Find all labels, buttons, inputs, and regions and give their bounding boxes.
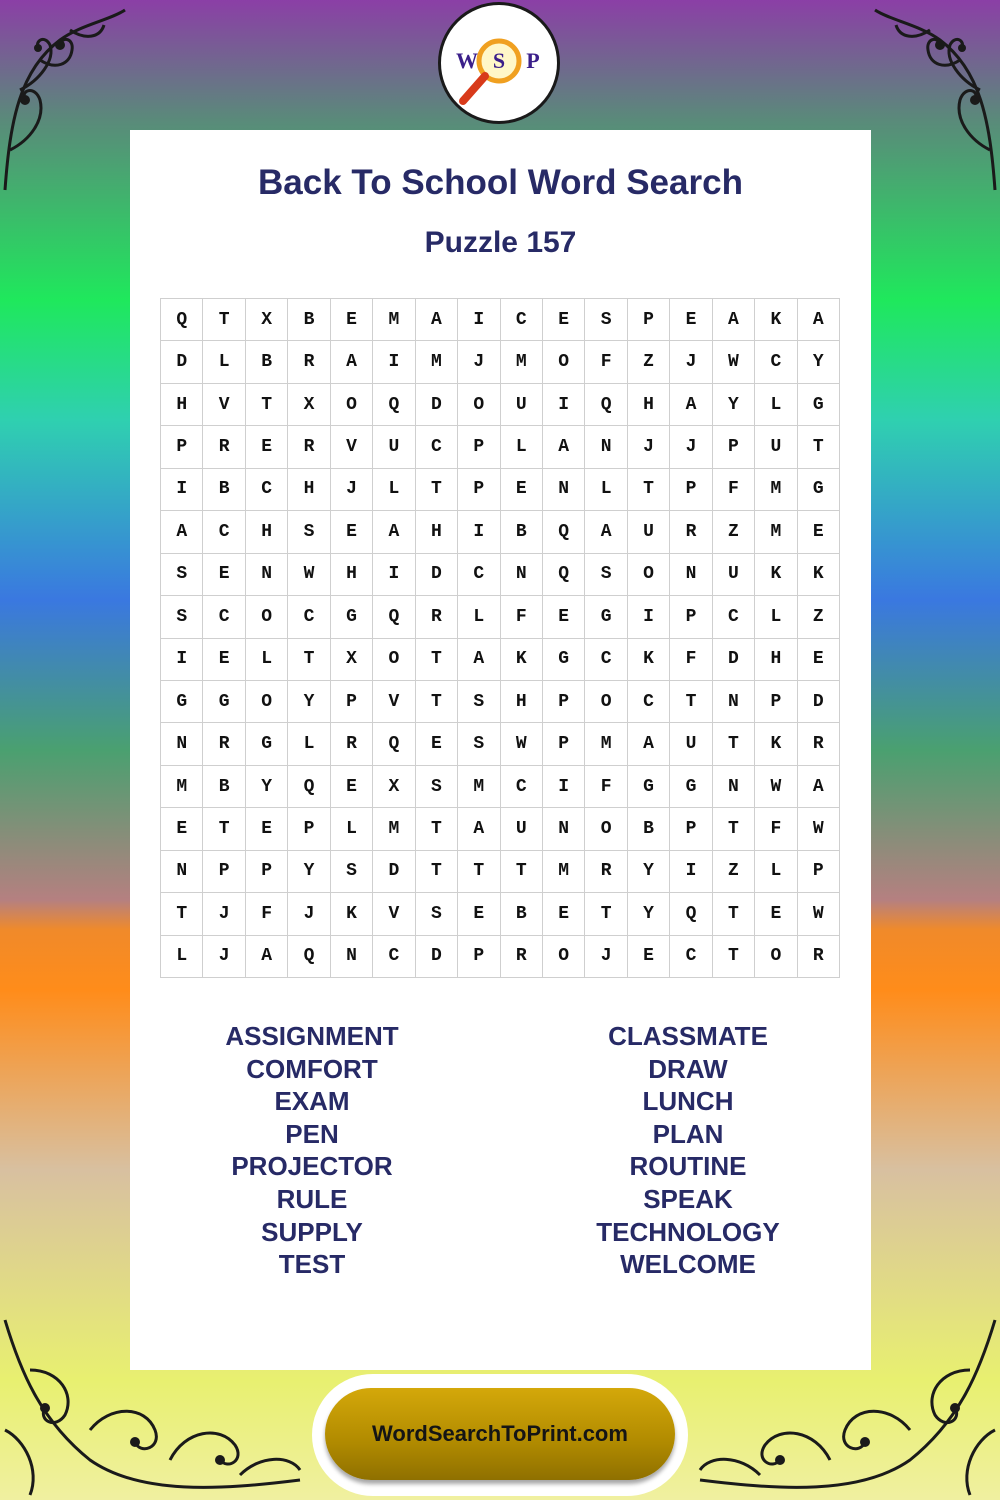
grid-cell[interactable]: Q (288, 936, 330, 978)
grid-cell[interactable]: I (373, 341, 415, 383)
grid-cell[interactable]: L (203, 341, 245, 383)
grid-cell[interactable]: S (585, 554, 627, 596)
grid-cell[interactable]: H (161, 384, 203, 426)
grid-cell[interactable]: R (416, 596, 458, 638)
grid-cell[interactable]: K (798, 554, 840, 596)
grid-cell[interactable]: B (501, 511, 543, 553)
grid-cell[interactable]: C (416, 426, 458, 468)
grid-cell[interactable]: E (458, 893, 500, 935)
grid-cell[interactable]: I (628, 596, 670, 638)
word-list-item: LUNCH (642, 1086, 734, 1117)
grid-cell[interactable]: S (458, 723, 500, 765)
grid-cell[interactable]: M (161, 766, 203, 808)
grid-cell[interactable]: P (670, 808, 712, 850)
grid-cell[interactable]: F (755, 808, 797, 850)
grid-cell[interactable]: P (458, 469, 500, 511)
grid-cell[interactable]: E (501, 469, 543, 511)
grid-cell[interactable]: A (670, 384, 712, 426)
grid-cell[interactable]: N (161, 851, 203, 893)
grid-cell[interactable]: C (458, 554, 500, 596)
grid-cell[interactable]: P (670, 596, 712, 638)
word-list-item: EXAM (274, 1086, 350, 1117)
grid-cell[interactable]: R (331, 723, 373, 765)
grid-cell[interactable]: Z (713, 851, 755, 893)
grid-cell[interactable]: R (203, 426, 245, 468)
grid-cell[interactable]: O (543, 341, 585, 383)
grid-cell[interactable]: P (543, 723, 585, 765)
grid-cell[interactable]: B (203, 766, 245, 808)
grid-cell[interactable]: F (670, 639, 712, 681)
grid-cell[interactable]: C (585, 639, 627, 681)
letter-grid (160, 298, 840, 978)
grid-cell[interactable]: F (713, 469, 755, 511)
grid-cell[interactable]: E (331, 299, 373, 341)
grid-cell[interactable]: G (543, 639, 585, 681)
grid-cell[interactable]: C (246, 469, 288, 511)
grid-cell[interactable]: N (246, 554, 288, 596)
grid-cell[interactable]: K (755, 554, 797, 596)
grid-cell[interactable]: L (458, 596, 500, 638)
grid-cell[interactable]: H (246, 511, 288, 553)
grid-cell[interactable]: E (416, 723, 458, 765)
grid-cell[interactable]: R (203, 723, 245, 765)
grid-cell[interactable]: N (585, 426, 627, 468)
grid-cell[interactable]: W (755, 766, 797, 808)
word-list-left (162, 1020, 462, 1281)
grid-cell[interactable]: M (373, 299, 415, 341)
grid-cell[interactable]: P (331, 681, 373, 723)
grid-cell[interactable]: T (288, 639, 330, 681)
grid-cell[interactable]: R (501, 936, 543, 978)
word-list-item: DRAW (648, 1053, 728, 1084)
grid-cell[interactable]: K (755, 723, 797, 765)
grid-cell[interactable]: B (628, 808, 670, 850)
grid-cell[interactable]: P (458, 936, 500, 978)
grid-cell[interactable]: A (543, 426, 585, 468)
website-button[interactable] (325, 1388, 675, 1480)
grid-cell[interactable]: N (543, 469, 585, 511)
grid-cell[interactable]: G (246, 723, 288, 765)
word-list-item: WELCOME (620, 1249, 756, 1280)
grid-cell[interactable]: L (755, 851, 797, 893)
word-list-item: COMFORT (246, 1053, 378, 1084)
grid-cell[interactable]: T (713, 936, 755, 978)
ornament-top-left-icon (0, 0, 130, 200)
grid-cell[interactable]: Z (713, 511, 755, 553)
grid-cell[interactable]: C (670, 936, 712, 978)
grid-cell[interactable]: W (798, 893, 840, 935)
grid-cell[interactable]: V (203, 384, 245, 426)
grid-cell[interactable]: X (373, 766, 415, 808)
grid-cell[interactable]: L (373, 469, 415, 511)
grid-cell[interactable]: M (585, 723, 627, 765)
grid-cell[interactable]: A (585, 511, 627, 553)
grid-cell[interactable]: G (203, 681, 245, 723)
word-list-right (538, 1020, 838, 1281)
grid-cell[interactable]: O (628, 554, 670, 596)
grid-cell[interactable]: J (585, 936, 627, 978)
grid-cell[interactable]: S (331, 851, 373, 893)
grid-cell[interactable]: D (416, 384, 458, 426)
grid-cell[interactable]: O (246, 681, 288, 723)
grid-cell[interactable]: C (501, 299, 543, 341)
grid-cell[interactable]: S (288, 511, 330, 553)
grid-cell[interactable]: F (585, 341, 627, 383)
grid-cell[interactable]: W (798, 808, 840, 850)
grid-cell[interactable]: V (373, 893, 415, 935)
grid-cell[interactable]: G (585, 596, 627, 638)
grid-cell[interactable]: L (755, 596, 797, 638)
grid-cell[interactable]: E (798, 639, 840, 681)
grid-cell[interactable]: Q (373, 384, 415, 426)
grid-cell[interactable]: U (670, 723, 712, 765)
grid-cell[interactable]: N (543, 808, 585, 850)
grid-cell[interactable]: S (416, 766, 458, 808)
grid-cell[interactable]: J (288, 893, 330, 935)
grid-cell[interactable]: H (755, 639, 797, 681)
grid-cell[interactable]: M (501, 341, 543, 383)
wsp-logo (438, 2, 560, 124)
word-list-item: CLASSMATE (608, 1021, 768, 1051)
word-list-item: ASSIGNMENT (225, 1021, 399, 1051)
grid-cell[interactable]: N (501, 554, 543, 596)
grid-cell[interactable]: I (543, 384, 585, 426)
grid-cell[interactable]: T (416, 851, 458, 893)
grid-cell[interactable]: T (713, 723, 755, 765)
grid-cell[interactable]: Q (670, 893, 712, 935)
grid-cell[interactable]: Q (373, 723, 415, 765)
grid-cell[interactable]: E (203, 639, 245, 681)
grid-cell[interactable]: P (458, 426, 500, 468)
grid-cell[interactable]: R (670, 511, 712, 553)
grid-cell[interactable]: T (203, 299, 245, 341)
grid-cell[interactable]: M (755, 469, 797, 511)
grid-cell[interactable]: A (458, 808, 500, 850)
grid-cell[interactable]: E (543, 299, 585, 341)
grid-cell[interactable]: R (798, 723, 840, 765)
grid-cell[interactable]: A (798, 299, 840, 341)
grid-cell[interactable]: U (713, 554, 755, 596)
grid-cell[interactable]: C (203, 511, 245, 553)
grid-cell[interactable]: K (331, 893, 373, 935)
grid-cell[interactable]: P (713, 426, 755, 468)
grid-cell[interactable]: E (331, 766, 373, 808)
grid-cell[interactable]: U (501, 808, 543, 850)
grid-cell[interactable]: D (713, 639, 755, 681)
grid-cell[interactable]: C (288, 596, 330, 638)
grid-cell[interactable]: F (246, 893, 288, 935)
logo-letter-p: P (526, 48, 540, 73)
grid-cell[interactable]: L (288, 723, 330, 765)
grid-cell[interactable]: J (458, 341, 500, 383)
grid-cell[interactable]: M (458, 766, 500, 808)
grid-cell[interactable]: L (501, 426, 543, 468)
grid-cell[interactable]: P (288, 808, 330, 850)
grid-cell[interactable]: D (416, 936, 458, 978)
grid-cell[interactable]: A (458, 639, 500, 681)
grid-cell[interactable]: M (373, 808, 415, 850)
grid-cell[interactable]: J (203, 936, 245, 978)
grid-cell[interactable]: Q (161, 299, 203, 341)
grid-cell[interactable]: M (755, 511, 797, 553)
grid-cell[interactable]: L (161, 936, 203, 978)
grid-cell[interactable]: Q (543, 511, 585, 553)
grid-cell[interactable]: B (203, 469, 245, 511)
grid-cell[interactable]: T (628, 469, 670, 511)
grid-cell[interactable]: U (501, 384, 543, 426)
grid-cell[interactable]: T (458, 851, 500, 893)
grid-cell[interactable]: E (798, 511, 840, 553)
grid-cell[interactable]: V (331, 426, 373, 468)
grid-cell[interactable]: J (628, 426, 670, 468)
grid-cell[interactable]: Z (798, 596, 840, 638)
grid-cell[interactable]: I (161, 469, 203, 511)
grid-cell[interactable]: K (501, 639, 543, 681)
grid-cell[interactable]: L (246, 639, 288, 681)
grid-cell[interactable]: I (161, 639, 203, 681)
grid-cell[interactable]: T (416, 681, 458, 723)
grid-cell[interactable]: Q (585, 384, 627, 426)
grid-cell[interactable]: J (670, 341, 712, 383)
grid-cell[interactable]: G (331, 596, 373, 638)
grid-cell[interactable]: E (628, 936, 670, 978)
website-label: WordSearchToPrint.com (372, 1421, 628, 1446)
grid-cell[interactable]: H (288, 469, 330, 511)
grid-cell[interactable]: N (713, 681, 755, 723)
grid-cell[interactable]: T (246, 384, 288, 426)
grid-cell[interactable]: M (543, 851, 585, 893)
grid-cell[interactable]: U (373, 426, 415, 468)
grid-cell[interactable]: T (161, 893, 203, 935)
grid-cell[interactable]: A (246, 936, 288, 978)
grid-cell[interactable]: E (331, 511, 373, 553)
ornament-top-right-icon (870, 0, 1000, 200)
grid-cell[interactable]: U (755, 426, 797, 468)
grid-cell[interactable]: C (373, 936, 415, 978)
grid-cell[interactable]: Y (246, 766, 288, 808)
word-list-item: PROJECTOR (231, 1151, 393, 1182)
grid-cell[interactable]: E (246, 426, 288, 468)
grid-cell[interactable]: Y (798, 341, 840, 383)
grid-cell[interactable]: Y (288, 851, 330, 893)
grid-cell[interactable]: D (416, 554, 458, 596)
grid-cell[interactable]: B (246, 341, 288, 383)
grid-cell[interactable]: E (670, 299, 712, 341)
grid-cell[interactable]: G (670, 766, 712, 808)
grid-cell[interactable]: T (798, 426, 840, 468)
word-list-item: SUPPLY (261, 1216, 363, 1247)
grid-cell[interactable]: P (203, 851, 245, 893)
grid-cell[interactable]: L (755, 384, 797, 426)
grid-cell[interactable]: O (543, 936, 585, 978)
grid-cell[interactable]: B (501, 893, 543, 935)
grid-cell[interactable]: E (543, 596, 585, 638)
grid-cell[interactable]: Q (543, 554, 585, 596)
grid-cell[interactable]: Q (288, 766, 330, 808)
grid-cell[interactable]: S (458, 681, 500, 723)
grid-cell[interactable]: A (161, 511, 203, 553)
grid-cell[interactable]: T (416, 808, 458, 850)
grid-cell[interactable]: J (331, 469, 373, 511)
grid-cell[interactable]: C (713, 596, 755, 638)
grid-cell[interactable]: A (628, 723, 670, 765)
grid-cell[interactable]: H (416, 511, 458, 553)
grid-cell[interactable]: O (246, 596, 288, 638)
grid-cell[interactable]: N (713, 766, 755, 808)
grid-cell[interactable]: J (203, 893, 245, 935)
grid-cell[interactable]: C (501, 766, 543, 808)
grid-cell[interactable]: L (331, 808, 373, 850)
grid-cell[interactable]: F (585, 766, 627, 808)
grid-cell[interactable]: D (161, 341, 203, 383)
grid-cell[interactable]: O (331, 384, 373, 426)
grid-cell[interactable]: R (798, 936, 840, 978)
grid-cell[interactable]: H (331, 554, 373, 596)
grid-cell[interactable]: C (203, 596, 245, 638)
grid-cell[interactable]: G (161, 681, 203, 723)
grid-cell[interactable]: P (628, 299, 670, 341)
grid-cell[interactable]: T (713, 808, 755, 850)
grid-cell[interactable]: I (543, 766, 585, 808)
logo-letter-w: W (456, 48, 478, 73)
grid-cell[interactable]: T (585, 893, 627, 935)
grid-cell[interactable]: K (628, 639, 670, 681)
grid-cell[interactable]: I (373, 554, 415, 596)
grid-cell[interactable]: P (543, 681, 585, 723)
grid-cell[interactable]: M (416, 341, 458, 383)
grid-cell[interactable]: R (288, 426, 330, 468)
grid-cell[interactable]: Z (628, 341, 670, 383)
grid-cell[interactable]: N (161, 723, 203, 765)
grid-cell[interactable]: O (458, 384, 500, 426)
grid-cell[interactable]: P (798, 851, 840, 893)
grid-cell[interactable]: Y (288, 681, 330, 723)
puzzle-number: Puzzle 157 (424, 226, 577, 259)
grid-cell[interactable]: L (585, 469, 627, 511)
grid-cell[interactable]: N (331, 936, 373, 978)
puzzle-title: Back To School Word Search (258, 163, 743, 202)
grid-cell[interactable]: S (161, 596, 203, 638)
grid-cell[interactable]: I (670, 851, 712, 893)
grid-cell[interactable]: A (331, 341, 373, 383)
grid-cell[interactable]: T (416, 469, 458, 511)
grid-cell[interactable]: G (628, 766, 670, 808)
grid-cell[interactable]: S (416, 893, 458, 935)
grid-cell[interactable]: E (543, 893, 585, 935)
grid-cell[interactable]: D (798, 681, 840, 723)
grid-cell[interactable]: V (373, 681, 415, 723)
grid-cell[interactable]: A (713, 299, 755, 341)
word-list-item: PLAN (652, 1118, 724, 1149)
grid-cell[interactable]: T (713, 893, 755, 935)
grid-cell[interactable]: E (203, 554, 245, 596)
grid-cell[interactable]: O (585, 681, 627, 723)
grid-cell[interactable]: A (798, 766, 840, 808)
grid-cell[interactable]: S (161, 554, 203, 596)
grid-cell[interactable]: B (288, 299, 330, 341)
grid-cell[interactable]: J (670, 426, 712, 468)
grid-cell[interactable]: Y (628, 851, 670, 893)
grid-cell[interactable]: C (755, 341, 797, 383)
word-list-item: PEN (285, 1118, 339, 1149)
grid-cell[interactable]: X (331, 639, 373, 681)
grid-cell[interactable]: H (628, 384, 670, 426)
grid-cell[interactable]: O (585, 808, 627, 850)
grid-cell[interactable]: P (161, 426, 203, 468)
grid-cell[interactable]: E (755, 893, 797, 935)
word-list-item: TEST (278, 1249, 346, 1280)
grid-cell[interactable]: Y (713, 384, 755, 426)
grid-cell[interactable]: E (246, 808, 288, 850)
grid-cell[interactable]: W (501, 723, 543, 765)
grid-cell[interactable]: P (755, 681, 797, 723)
grid-cell[interactable]: R (585, 851, 627, 893)
grid-cell[interactable]: T (670, 681, 712, 723)
grid-cell[interactable]: A (373, 511, 415, 553)
grid-cell[interactable]: T (416, 639, 458, 681)
grid-cell[interactable]: K (755, 299, 797, 341)
grid-cell[interactable]: T (203, 808, 245, 850)
grid-cell[interactable]: Q (373, 596, 415, 638)
grid-cell[interactable]: O (373, 639, 415, 681)
grid-cell[interactable]: A (416, 299, 458, 341)
grid-cell[interactable]: G (798, 384, 840, 426)
grid-cell[interactable]: C (628, 681, 670, 723)
grid-cell[interactable]: I (458, 511, 500, 553)
grid-cell[interactable]: Y (628, 893, 670, 935)
grid-cell[interactable]: D (373, 851, 415, 893)
grid-cell[interactable]: U (628, 511, 670, 553)
grid-cell[interactable]: W (288, 554, 330, 596)
grid-cell[interactable]: N (670, 554, 712, 596)
grid-cell[interactable]: E (161, 808, 203, 850)
grid-cell[interactable]: T (501, 851, 543, 893)
logo-letter-s: S (492, 48, 506, 73)
grid-cell[interactable]: F (501, 596, 543, 638)
grid-cell[interactable]: O (755, 936, 797, 978)
grid-cell[interactable]: P (246, 851, 288, 893)
grid-cell[interactable]: P (670, 469, 712, 511)
grid-cell[interactable]: X (246, 299, 288, 341)
grid-cell[interactable]: X (288, 384, 330, 426)
grid-cell[interactable]: H (501, 681, 543, 723)
word-list-item: ROUTINE (629, 1151, 747, 1182)
word-list-item: RULE (276, 1183, 348, 1214)
word-list-item: SPEAK (643, 1183, 733, 1214)
grid-cell[interactable]: R (288, 341, 330, 383)
grid-cell[interactable]: W (713, 341, 755, 383)
magnifier-icon (441, 5, 557, 121)
grid-cell[interactable]: S (585, 299, 627, 341)
grid-cell[interactable]: I (458, 299, 500, 341)
grid-cell[interactable]: G (798, 469, 840, 511)
word-list-item: TECHNOLOGY (596, 1216, 780, 1247)
